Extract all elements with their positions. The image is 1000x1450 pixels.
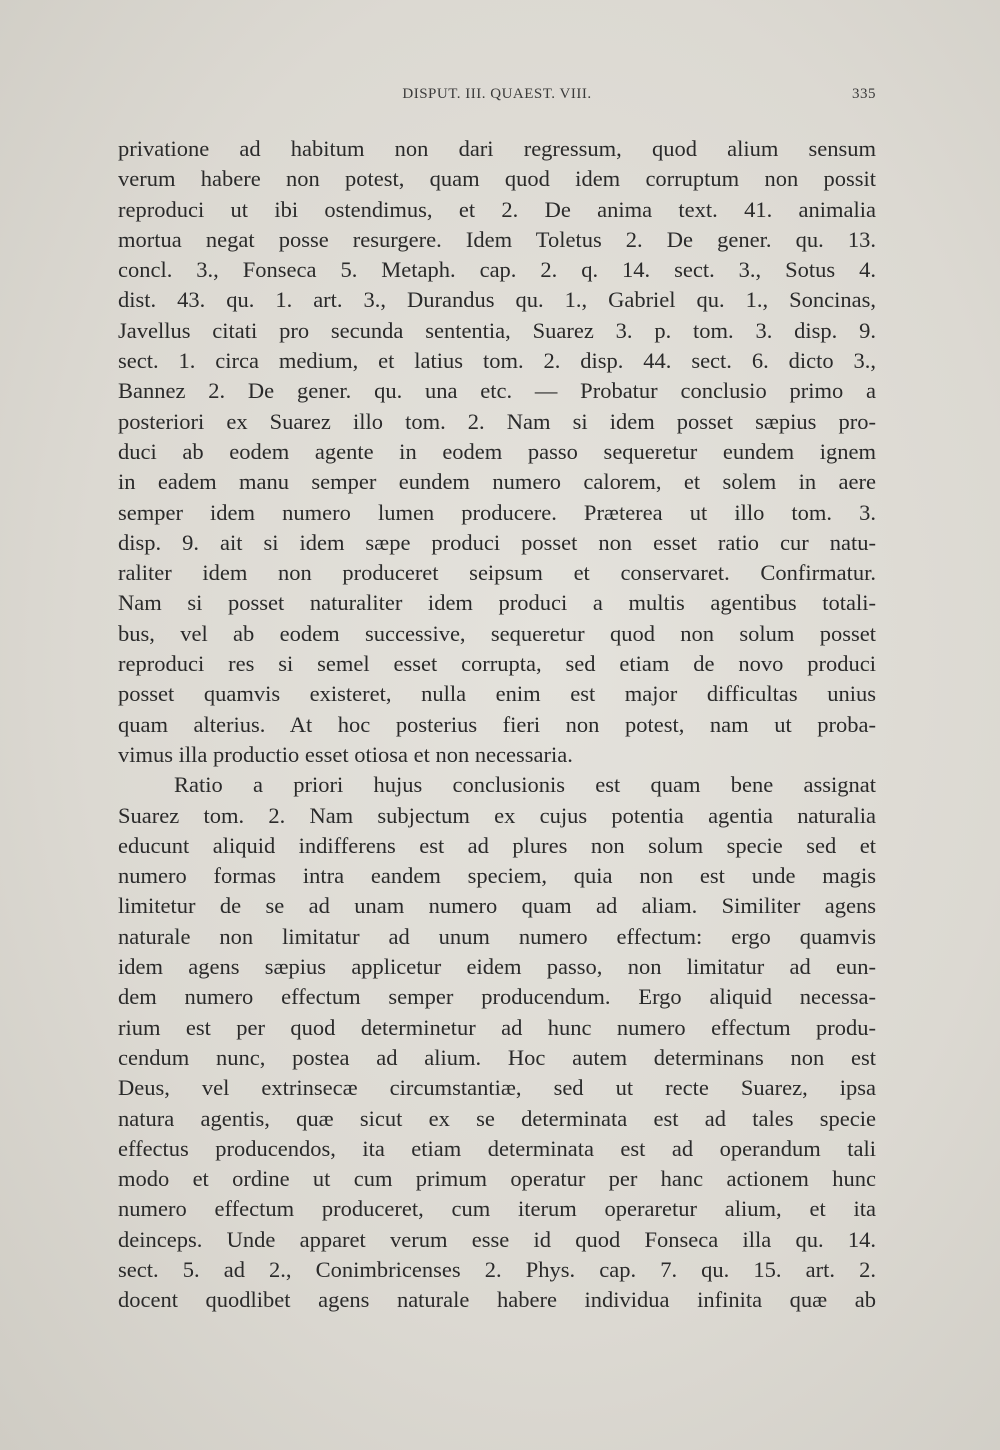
text-line: posset quamvis existeret, nulla enim est major difficultas unius (118, 681, 876, 707)
text-line: Bannez 2. De gener. qu. una etc. — Probatur conclusio primo a (118, 378, 876, 404)
text-line: posteriori ex Suarez illo tom. 2. Nam si idem posset sæpius pro- (118, 408, 876, 434)
page-header (118, 86, 876, 112)
text-line: privatione ad habitum non dari regressum, quod alium sensum (118, 136, 876, 161)
text-line: disp. 9. ait si idem sæpe produci posset non esset ratio cur natu- (118, 529, 876, 555)
text-line: semper idem numero lumen producere. Præterea ut illo tom. 3. (118, 499, 876, 525)
text-line: idem agens sæpius applicetur eidem passo, non limitatur ad eun- (118, 954, 876, 980)
text-line: natura agentis, quæ sicut ex se determinata est ad tales specie (118, 1105, 876, 1131)
text-line: mortua negat posse resurgere. Idem Toletus 2. De gener. qu. 13. (118, 226, 876, 252)
text-line: numero effectum produceret, cum iterum operaretur alium, et ita (118, 1196, 876, 1222)
text-line: sect. 5. ad 2., Conimbricenses 2. Phys. cap. 7. qu. 15. art. 2. (118, 1256, 876, 1282)
text-line: docent quodlibet agens naturale habere individua infinita quæ ab (118, 1287, 876, 1313)
text-line: Javellus citati pro secunda sententia, Suarez 3. p. tom. 3. disp. 9. (118, 317, 876, 343)
text-line: bus, vel ab eodem successive, sequeretur quod non solum posset (118, 620, 876, 646)
text-line: cendum nunc, postea ad alium. Hoc autem determinans non est (118, 1044, 876, 1070)
text-line: sect. 1. circa medium, et latius tom. 2. disp. 44. sect. 6. dicto 3., (118, 348, 876, 374)
body-text (118, 134, 876, 1316)
text-line: modo et ordine ut cum primum operatur per hanc actionem hunc (118, 1166, 876, 1192)
text-line: naturale non limitatur ad unum numero effectum: ergo quamvis (118, 923, 876, 949)
running-title: DISPUT. III. QUAEST. VIII. (402, 86, 592, 102)
text-line: effectus producendos, ita etiam determinata est ad operandum tali (118, 1135, 876, 1161)
text-line: quam alterius. At hoc posterius fieri non potest, nam ut proba- (118, 711, 876, 737)
text-line: raliter idem non produceret seipsum et conservaret. Confirmatur. (118, 560, 876, 586)
text-line: concl. 3., Fonseca 5. Metaph. cap. 2. q. 14. sect. 3., Sotus 4. (118, 257, 876, 283)
text-line: reproduci res si semel esset corrupta, sed etiam de novo produci (118, 651, 876, 677)
text-line: Suarez tom. 2. Nam subjectum ex cujus potentia agentia naturalia (118, 802, 876, 828)
text-line: Nam si posset naturaliter idem produci a multis agentibus totali- (118, 590, 876, 616)
paragraph-first-line: Ratio a priori hujus conclusionis est quam bene assignat (174, 772, 876, 798)
text-line: in eadem manu semper eundem numero calorem, et solem in aere (118, 469, 876, 495)
text-line: educunt aliquid indifferens est ad plures non solum specie sed et (118, 832, 876, 858)
text-line: reproduci ut ibi ostendimus, et 2. De anima text. 41. animalia (118, 196, 876, 222)
text-line: dem numero effectum semper producendum. Ergo aliquid necessa- (118, 984, 876, 1010)
text-line: vimus illa productio esset otiosa et non necessaria. (118, 741, 573, 767)
text-line: numero formas intra eandem speciem, quia non est unde magis (118, 863, 876, 889)
text-line: duci ab eodem agente in eodem passo sequeretur eundem ignem (118, 438, 876, 464)
text-line: deinceps. Unde apparet verum esse id quod Fonseca illa qu. 14. (118, 1226, 876, 1252)
text-line: rium est per quod determinetur ad hunc numero effectum produ- (118, 1014, 876, 1040)
text-line: verum habere non potest, quam quod idem corruptum non possit (118, 166, 876, 192)
text-line: dist. 43. qu. 1. art. 3., Durandus qu. 1., Gabriel qu. 1., Soncinas, (118, 287, 876, 313)
text-line: limitetur de se ad unam numero quam ad aliam. Similiter agens (118, 893, 876, 919)
page-number: 335 (852, 86, 876, 102)
text-line: Deus, vel extrinsecæ circumstantiæ, sed ut recte Suarez, ipsa (118, 1075, 876, 1101)
